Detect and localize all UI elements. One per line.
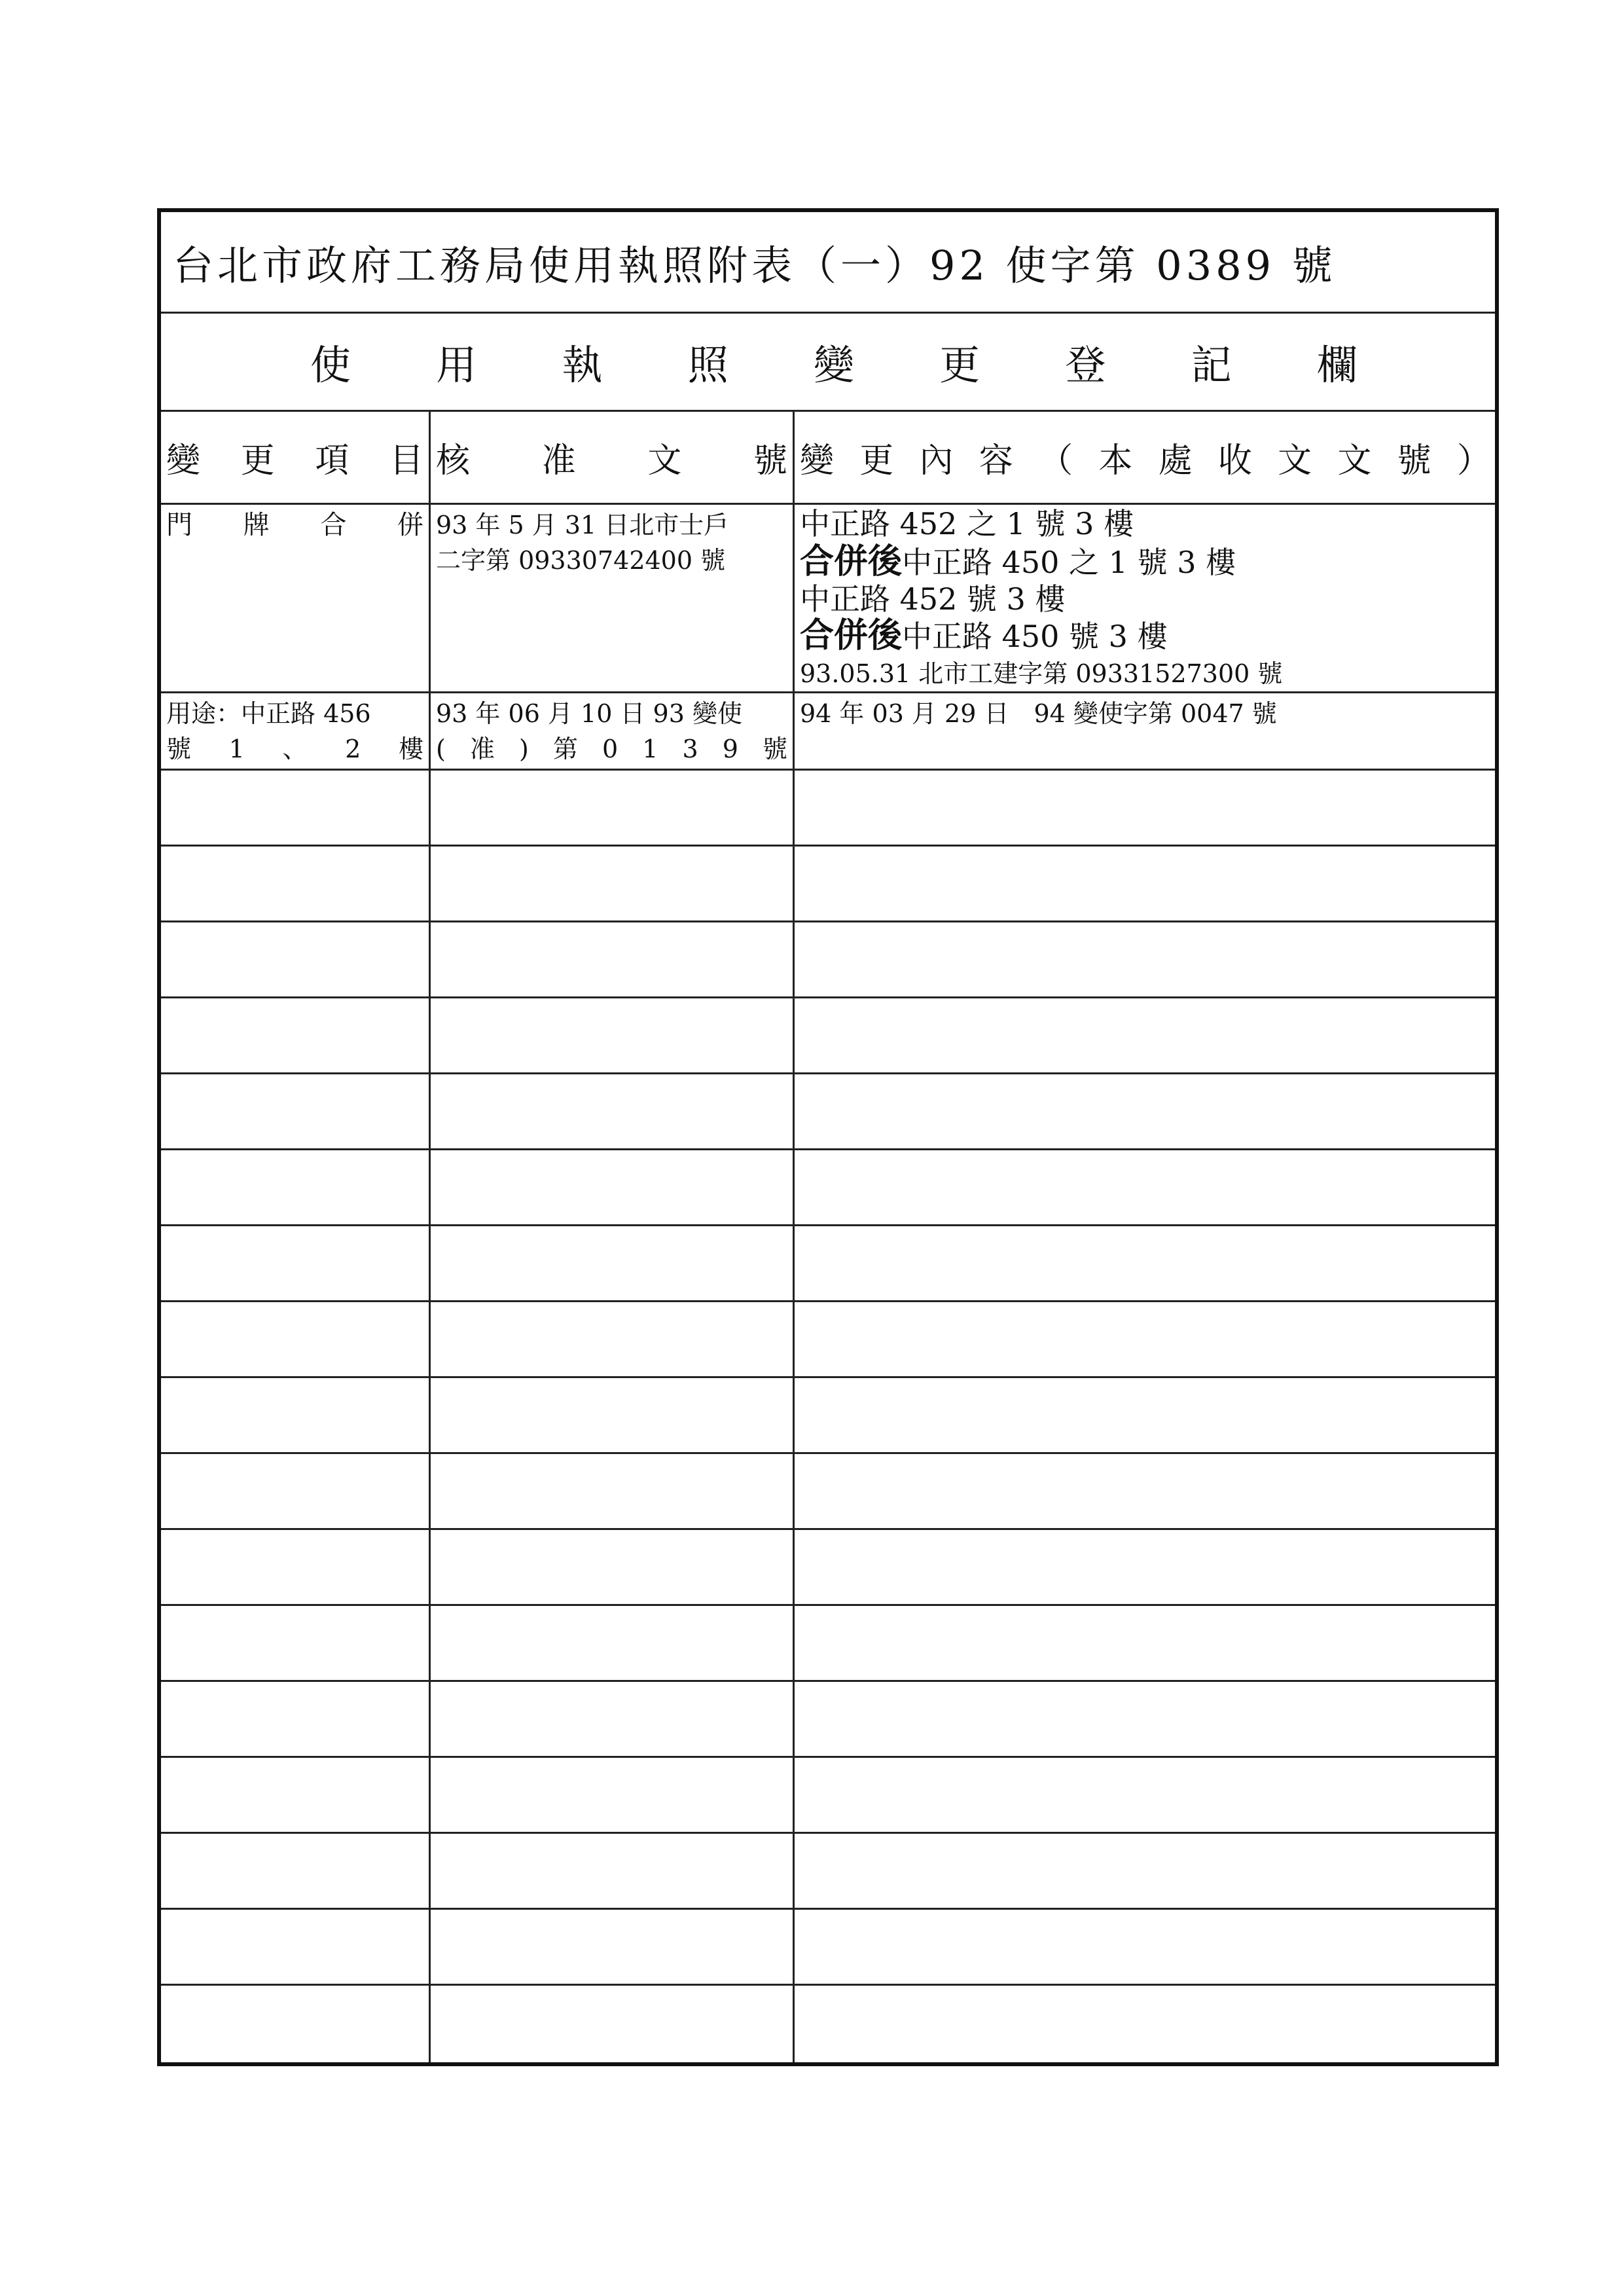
empty-table-row [161, 1606, 1495, 1682]
empty-cell [161, 1910, 431, 1984]
item-char: 門 [166, 510, 192, 540]
item-char: 併 [397, 510, 423, 540]
empty-cell [161, 1302, 431, 1376]
header-char: ） [1456, 441, 1491, 481]
empty-table-row [161, 1074, 1495, 1150]
item-char: 樓 [398, 735, 423, 763]
empty-cell [795, 847, 1495, 920]
empty-cell [431, 771, 795, 845]
empty-cell [161, 1682, 431, 1756]
item-char: 號 [166, 735, 192, 763]
subtitle-char: 更 [939, 341, 980, 389]
form-title-text: 台北市政府工務局使用執照附表（一）92 使字第 0389 號 [173, 241, 1337, 289]
subtitle-char: 變 [813, 341, 854, 389]
header-char: 文 [1278, 441, 1312, 481]
item-char: 牌 [243, 510, 270, 540]
approval-char: 0 [602, 735, 619, 763]
empty-cell [431, 1682, 795, 1756]
form-subtitle [161, 314, 1495, 412]
empty-cell [431, 1530, 795, 1604]
empty-cell [431, 1150, 795, 1224]
content-text: 中正路 450 之 1 號 3 樓 [902, 545, 1236, 580]
header-char: 變 [166, 441, 201, 481]
header-char: 更 [240, 441, 275, 481]
empty-cell [431, 1074, 795, 1148]
header-change-item [161, 412, 431, 503]
empty-table-row [161, 1454, 1495, 1530]
empty-table-row [161, 998, 1495, 1074]
header-char: 收 [1217, 441, 1252, 481]
empty-table-row [161, 1758, 1495, 1834]
empty-cell [431, 1758, 795, 1832]
empty-cell [161, 998, 431, 1072]
item-line [166, 731, 423, 767]
subtitle-char: 照 [687, 341, 728, 389]
row-approval-number [431, 505, 795, 691]
row-change-content [795, 505, 1495, 691]
empty-cell [795, 1226, 1495, 1300]
subtitle-char: 欄 [1316, 341, 1357, 389]
subtitle-char: 使 [310, 341, 351, 389]
content-line [800, 617, 1490, 655]
empty-cell [431, 1454, 795, 1528]
approval-line: 93 年 5 月 31 日北市士戶 [436, 511, 729, 539]
header-char: （ [1039, 441, 1073, 481]
header-char: 文 [1337, 441, 1372, 481]
header-approval-number [431, 412, 795, 503]
approval-char: 第 [552, 735, 578, 763]
table-row [161, 693, 1495, 771]
empty-cell [431, 1986, 795, 2062]
header-char: 准 [541, 441, 576, 481]
empty-cell [161, 1606, 431, 1680]
empty-cell [795, 1074, 1495, 1148]
empty-cell [795, 1910, 1495, 1984]
empty-cell [795, 1758, 1495, 1832]
empty-cell [431, 1378, 795, 1452]
empty-cell [431, 1226, 795, 1300]
content-text: 中正路 450 號 3 樓 [902, 619, 1168, 654]
header-char: 變 [800, 441, 835, 481]
empty-cell [161, 922, 431, 996]
table-row [161, 505, 1495, 693]
empty-cell [161, 771, 431, 845]
item-char: 2 [345, 735, 361, 763]
header-char: 核 [436, 441, 471, 481]
merged-label: 合併後 [800, 616, 903, 655]
empty-table-row [161, 1910, 1495, 1986]
empty-cell [431, 922, 795, 996]
header-char: 本 [1098, 441, 1133, 481]
subtitle-char: 記 [1191, 341, 1232, 389]
empty-cell [161, 1226, 431, 1300]
empty-cell [161, 1986, 431, 2062]
empty-cell [795, 1606, 1495, 1680]
header-char: 號 [753, 441, 787, 481]
approval-char: 號 [762, 735, 787, 763]
empty-cell [795, 998, 1495, 1072]
header-char: 更 [859, 441, 894, 481]
header-char: 目 [389, 441, 423, 481]
empty-cell [795, 1454, 1495, 1528]
empty-cell [431, 1606, 795, 1680]
header-char: 文 [647, 441, 682, 481]
subtitle-char: 用 [436, 341, 477, 389]
header-char: 項 [315, 441, 350, 481]
registration-form [157, 208, 1499, 2066]
content-line: 中正路 452 號 3 樓 [800, 581, 1066, 617]
empty-table-row [161, 771, 1495, 847]
empty-cell [161, 847, 431, 920]
content-line: 94 年 03 月 29 日 94 變使字第 0047 號 [800, 699, 1277, 728]
empty-cell [431, 1834, 795, 1908]
empty-table-row [161, 922, 1495, 998]
approval-line: 二字第 09330742400 號 [436, 546, 726, 575]
row-change-item [161, 693, 431, 769]
empty-cell [161, 1530, 431, 1604]
empty-table-row [161, 1682, 1495, 1758]
header-char: 容 [979, 441, 1013, 481]
empty-cell [161, 1758, 431, 1832]
empty-table-row [161, 1150, 1495, 1226]
header-char: 內 [919, 441, 954, 481]
empty-cell [161, 1378, 431, 1452]
approval-char: ) [518, 735, 529, 763]
approval-char: 1 [642, 735, 658, 763]
empty-table-row [161, 1302, 1495, 1378]
empty-cell [795, 922, 1495, 996]
empty-cell [161, 1834, 431, 1908]
row-change-content [795, 693, 1495, 769]
approval-char: 准 [469, 735, 495, 763]
form-title [161, 212, 1495, 314]
empty-cell [795, 1302, 1495, 1376]
empty-table-row [161, 1530, 1495, 1606]
header-change-content [795, 412, 1495, 503]
item-line: 用途：中正路 456 [166, 699, 371, 728]
item-char: 1 [228, 735, 245, 763]
empty-cell [795, 1682, 1495, 1756]
header-char: 處 [1158, 441, 1193, 481]
merged-label: 合併後 [800, 542, 903, 581]
empty-cell [795, 1378, 1495, 1452]
item-char: 、 [282, 735, 308, 763]
content-line [800, 543, 1490, 581]
empty-cell [795, 771, 1495, 845]
empty-cell [795, 1834, 1495, 1908]
subtitle-char: 執 [562, 341, 603, 389]
row-approval-number [431, 693, 795, 769]
empty-table-row [161, 1986, 1495, 2062]
empty-cell [795, 1530, 1495, 1604]
empty-table-row [161, 847, 1495, 922]
header-char: 號 [1397, 441, 1431, 481]
empty-cell [431, 998, 795, 1072]
content-line: 93.05.31 北市工建字第 09331527300 號 [800, 659, 1283, 688]
empty-cell [161, 1150, 431, 1224]
approval-line: 93 年 06 月 10 日 93 變使 [436, 699, 742, 728]
table-header [161, 412, 1495, 505]
row-change-item [161, 505, 431, 691]
empty-cell [161, 1074, 431, 1148]
empty-cell [431, 1910, 795, 1984]
subtitle-char: 登 [1065, 341, 1106, 389]
empty-table-row [161, 1378, 1495, 1454]
empty-cell [795, 1986, 1495, 2062]
item-char: 合 [320, 510, 347, 540]
empty-cell [431, 1302, 795, 1376]
approval-char: ( [436, 735, 446, 763]
approval-char: 9 [722, 735, 738, 763]
empty-cell [795, 1150, 1495, 1224]
empty-cell [431, 847, 795, 920]
empty-table-row [161, 1226, 1495, 1302]
approval-char: 3 [682, 735, 698, 763]
approval-line [436, 731, 787, 767]
content-line: 中正路 452 之 1 號 3 樓 [800, 506, 1134, 541]
empty-table-row [161, 1834, 1495, 1910]
empty-cell [161, 1454, 431, 1528]
